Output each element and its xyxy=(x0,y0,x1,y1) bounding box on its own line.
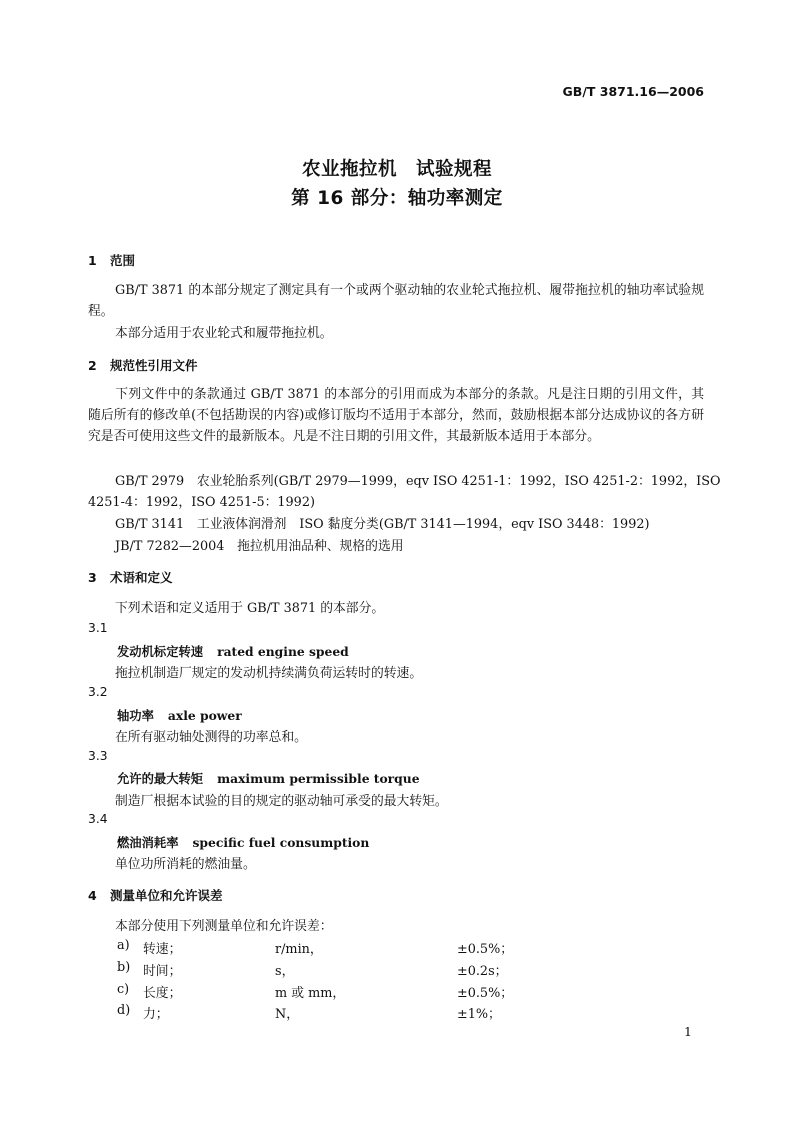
paragraph-scope-applicability: 本部分适用于农业轮式和履带拖拉机。 xyxy=(115,326,333,341)
term-definition: 单位功所消耗的燃油量。 xyxy=(115,857,256,872)
paragraph-scope: GB/T 3871 的本部分规定了测定具有一个或两个驱动轴的农业轮式拖拉机、履带拖拉机的轴功率试验规程。 xyxy=(88,283,704,319)
terms-intro: 下列术语和定义适用于 GB/T 3871 的本部分。 xyxy=(115,601,385,616)
term-number: 3.4 xyxy=(88,812,108,826)
term-heading: 轴功率 axle power xyxy=(117,708,242,723)
term-definition: 制造厂根据本试验的目的规定的驱动轴可承受的最大转矩。 xyxy=(115,794,448,809)
term-heading: 发动机标定转速 rated engine speed xyxy=(117,644,349,659)
term-heading: 允许的最大转矩 maximum permissible torque xyxy=(117,771,420,786)
page-number: 1 xyxy=(684,1024,692,1039)
units-intro: 本部分使用下列测量单位和允许误差： xyxy=(115,919,333,934)
term-definition: 拖拉机制造厂规定的发动机持续满负荷运转时的转速。 xyxy=(115,666,423,681)
term-heading: 燃油消耗率 specific fuel consumption xyxy=(117,835,370,850)
list-item: c) 长度； m 或 mm， ±0.5%； xyxy=(117,982,514,1001)
document-title-line1: 农业拖拉机 试验规程 xyxy=(301,159,492,180)
document-title-line2: 第 16 部分：轴功率测定 xyxy=(291,188,503,209)
section-heading-3: 3 术语和定义 xyxy=(88,570,173,585)
reference-gbt2979-a: GB/T 2979 农业轮胎系列(GB/T 2979—1999，eqv ISO 4251-1：1992，ISO 4251-2：1992，ISO xyxy=(115,474,721,489)
term-definition: 在所有驱动轴处测得的功率总和。 xyxy=(115,730,307,745)
term-number: 3.3 xyxy=(88,749,108,763)
term-number: 3.1 xyxy=(88,621,108,635)
term-number: 3.2 xyxy=(88,685,108,699)
list-item: a) 转速； r/min， ±0.5%； xyxy=(117,938,514,957)
reference-gbt2979-b: 4251-4：1992，ISO 4251-5：1992) xyxy=(88,495,315,510)
section-heading-4: 4 测量单位和允许误差 xyxy=(88,888,223,903)
paragraph-normative-references: 下列文件中的条款通过 GB/T 3871 的本部分的引用而成为本部分的条款。凡是注日期的引用文件，其随后所有的修改单(不包括勘误的内容)或修订版均不适用于本部分，然而，鼓励根据本部分达成协议的各方研究是否可使用这些文件的最新版本。凡是不注日期的引用文件，其最新版本适用于本部分。 xyxy=(88,387,704,444)
standard-number: GB/T 3871.16—2006 xyxy=(562,84,704,99)
section-heading-1: 1 范围 xyxy=(88,253,136,268)
list-item: d) 力； N， ±1%； xyxy=(117,1003,501,1022)
reference-gbt3141: GB/T 3141 工业液体润滑剂 ISO 黏度分类(GB/T 3141—1994，eqv ISO 3448：1992) xyxy=(115,517,650,532)
section-heading-2: 2 规范性引用文件 xyxy=(88,358,198,373)
list-item: b) 时间； s， ±0.2s； xyxy=(117,960,508,979)
reference-jbt7282: JB/T 7282—2004 拖拉机用油品种、规格的选用 xyxy=(115,539,404,554)
